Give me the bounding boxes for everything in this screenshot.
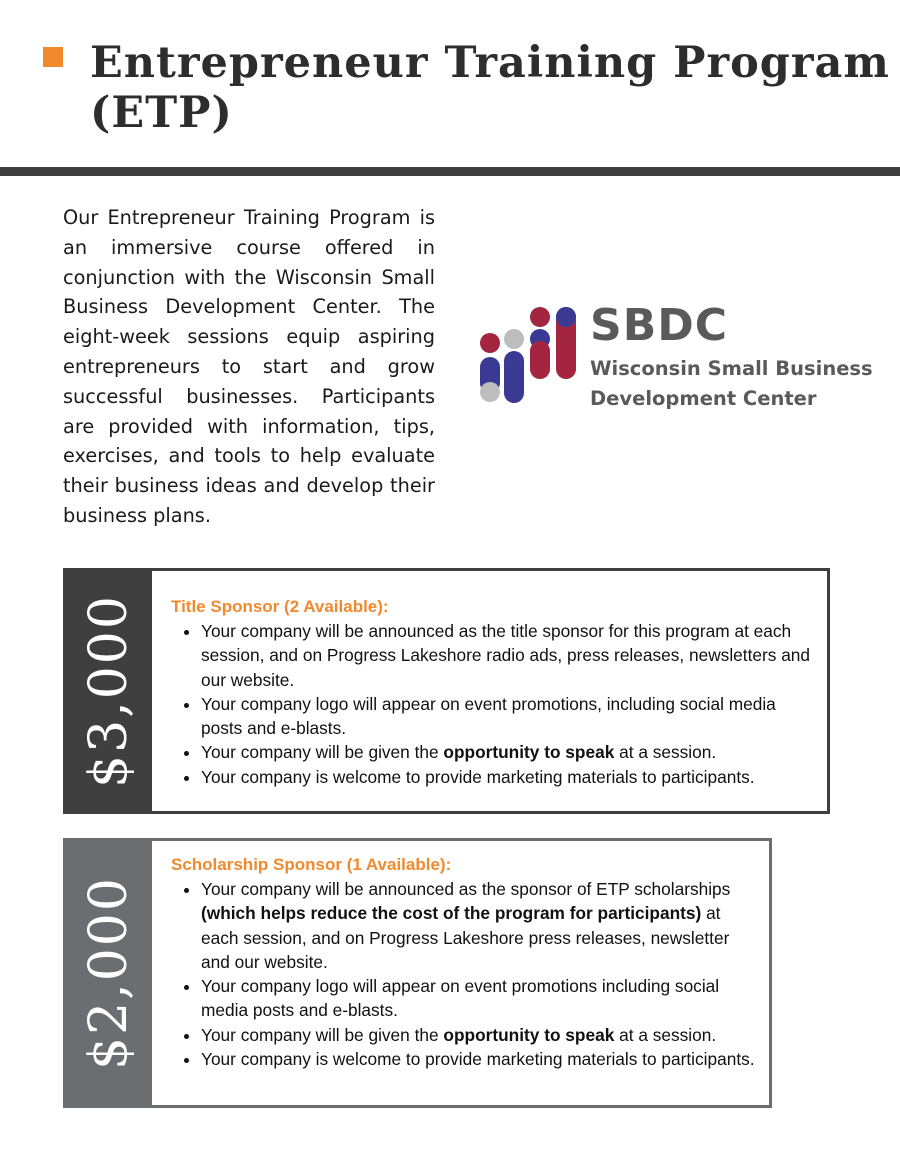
page-title-line1: Entrepreneur Training Program bbox=[90, 38, 890, 88]
tier-body bbox=[171, 595, 817, 789]
benefit-emphasis: (which helps reduce the cost of the program for participants) bbox=[201, 903, 702, 924]
header-divider bbox=[0, 167, 900, 176]
page-title bbox=[90, 38, 890, 138]
price-label: $3,000 bbox=[79, 594, 139, 788]
sbdc-logo bbox=[478, 300, 873, 410]
benefit-text: Your company will be given the bbox=[201, 742, 444, 763]
benefit-emphasis: opportunity to speak bbox=[443, 1024, 615, 1045]
intro-paragraph: Our Entrepreneur Training Program is an immersive course offered in conjunction with the Wisconsin Small Business Development Center. The eight-week sessions equip aspiring entrepreneurs to start and grow successful businesses. Participants are provided with information, tips, exercises, and tools to help evaluate their business ideas and develop their business plans. bbox=[63, 206, 435, 527]
sbdc-logo-title: SBDC bbox=[590, 300, 729, 351]
benefit-item bbox=[201, 1047, 759, 1071]
tier-heading: Scholarship Sponsor (1 Available): bbox=[171, 855, 452, 874]
benefits-list bbox=[171, 619, 817, 789]
tier-heading: Title Sponsor (2 Available): bbox=[171, 597, 389, 616]
benefit-item bbox=[201, 619, 817, 692]
title-sponsor-card bbox=[63, 568, 830, 814]
benefit-item bbox=[201, 877, 759, 974]
price-label: $2,000 bbox=[79, 876, 139, 1070]
benefit-item bbox=[201, 765, 817, 789]
benefit-text: Your company logo will appear on event promotions including social media posts and e-blasts. bbox=[201, 976, 720, 1021]
benefits-list bbox=[171, 877, 759, 1071]
benefit-item bbox=[201, 692, 817, 741]
benefit-item bbox=[201, 974, 759, 1023]
tier-body bbox=[171, 853, 759, 1071]
price-bar bbox=[66, 841, 152, 1105]
sbdc-logo-mark-icon bbox=[478, 305, 578, 405]
benefit-text: Your company will be announced as the sponsor of ETP scholarships bbox=[201, 879, 731, 899]
benefit-text: Your company is welcome to provide marketing materials to participants. bbox=[201, 1049, 755, 1070]
benefit-text: at a session. bbox=[614, 1024, 717, 1045]
price-bar bbox=[66, 571, 152, 811]
benefit-item bbox=[201, 740, 817, 764]
page-title-line2: (ETP) bbox=[90, 88, 233, 138]
benefit-text: at a session. bbox=[614, 742, 717, 763]
benefit-text: Your company will be announced as the title sponsor for this program at each session, and on Progress Lakeshore radio ads, press releases, newsletters and our website. bbox=[201, 621, 811, 690]
benefit-text: Your company will be given the bbox=[201, 1024, 444, 1045]
sbdc-logo-subtitle-line2: Development Center bbox=[590, 387, 817, 410]
title-bullet-square bbox=[43, 47, 63, 67]
scholarship-sponsor-card bbox=[63, 838, 772, 1108]
benefit-text: Your company logo will appear on event promotions, including social media posts and e-blasts. bbox=[201, 693, 776, 739]
sbdc-logo-subtitle-line1: Wisconsin Small Business bbox=[590, 357, 873, 380]
benefit-text: at each session, and on Progress Lakeshore press releases, newsletter and our website. bbox=[201, 903, 730, 972]
benefit-text: Your company is welcome to provide marketing materials to participants. bbox=[201, 766, 755, 787]
benefit-emphasis: opportunity to speak bbox=[443, 742, 615, 763]
benefit-item bbox=[201, 1023, 759, 1047]
